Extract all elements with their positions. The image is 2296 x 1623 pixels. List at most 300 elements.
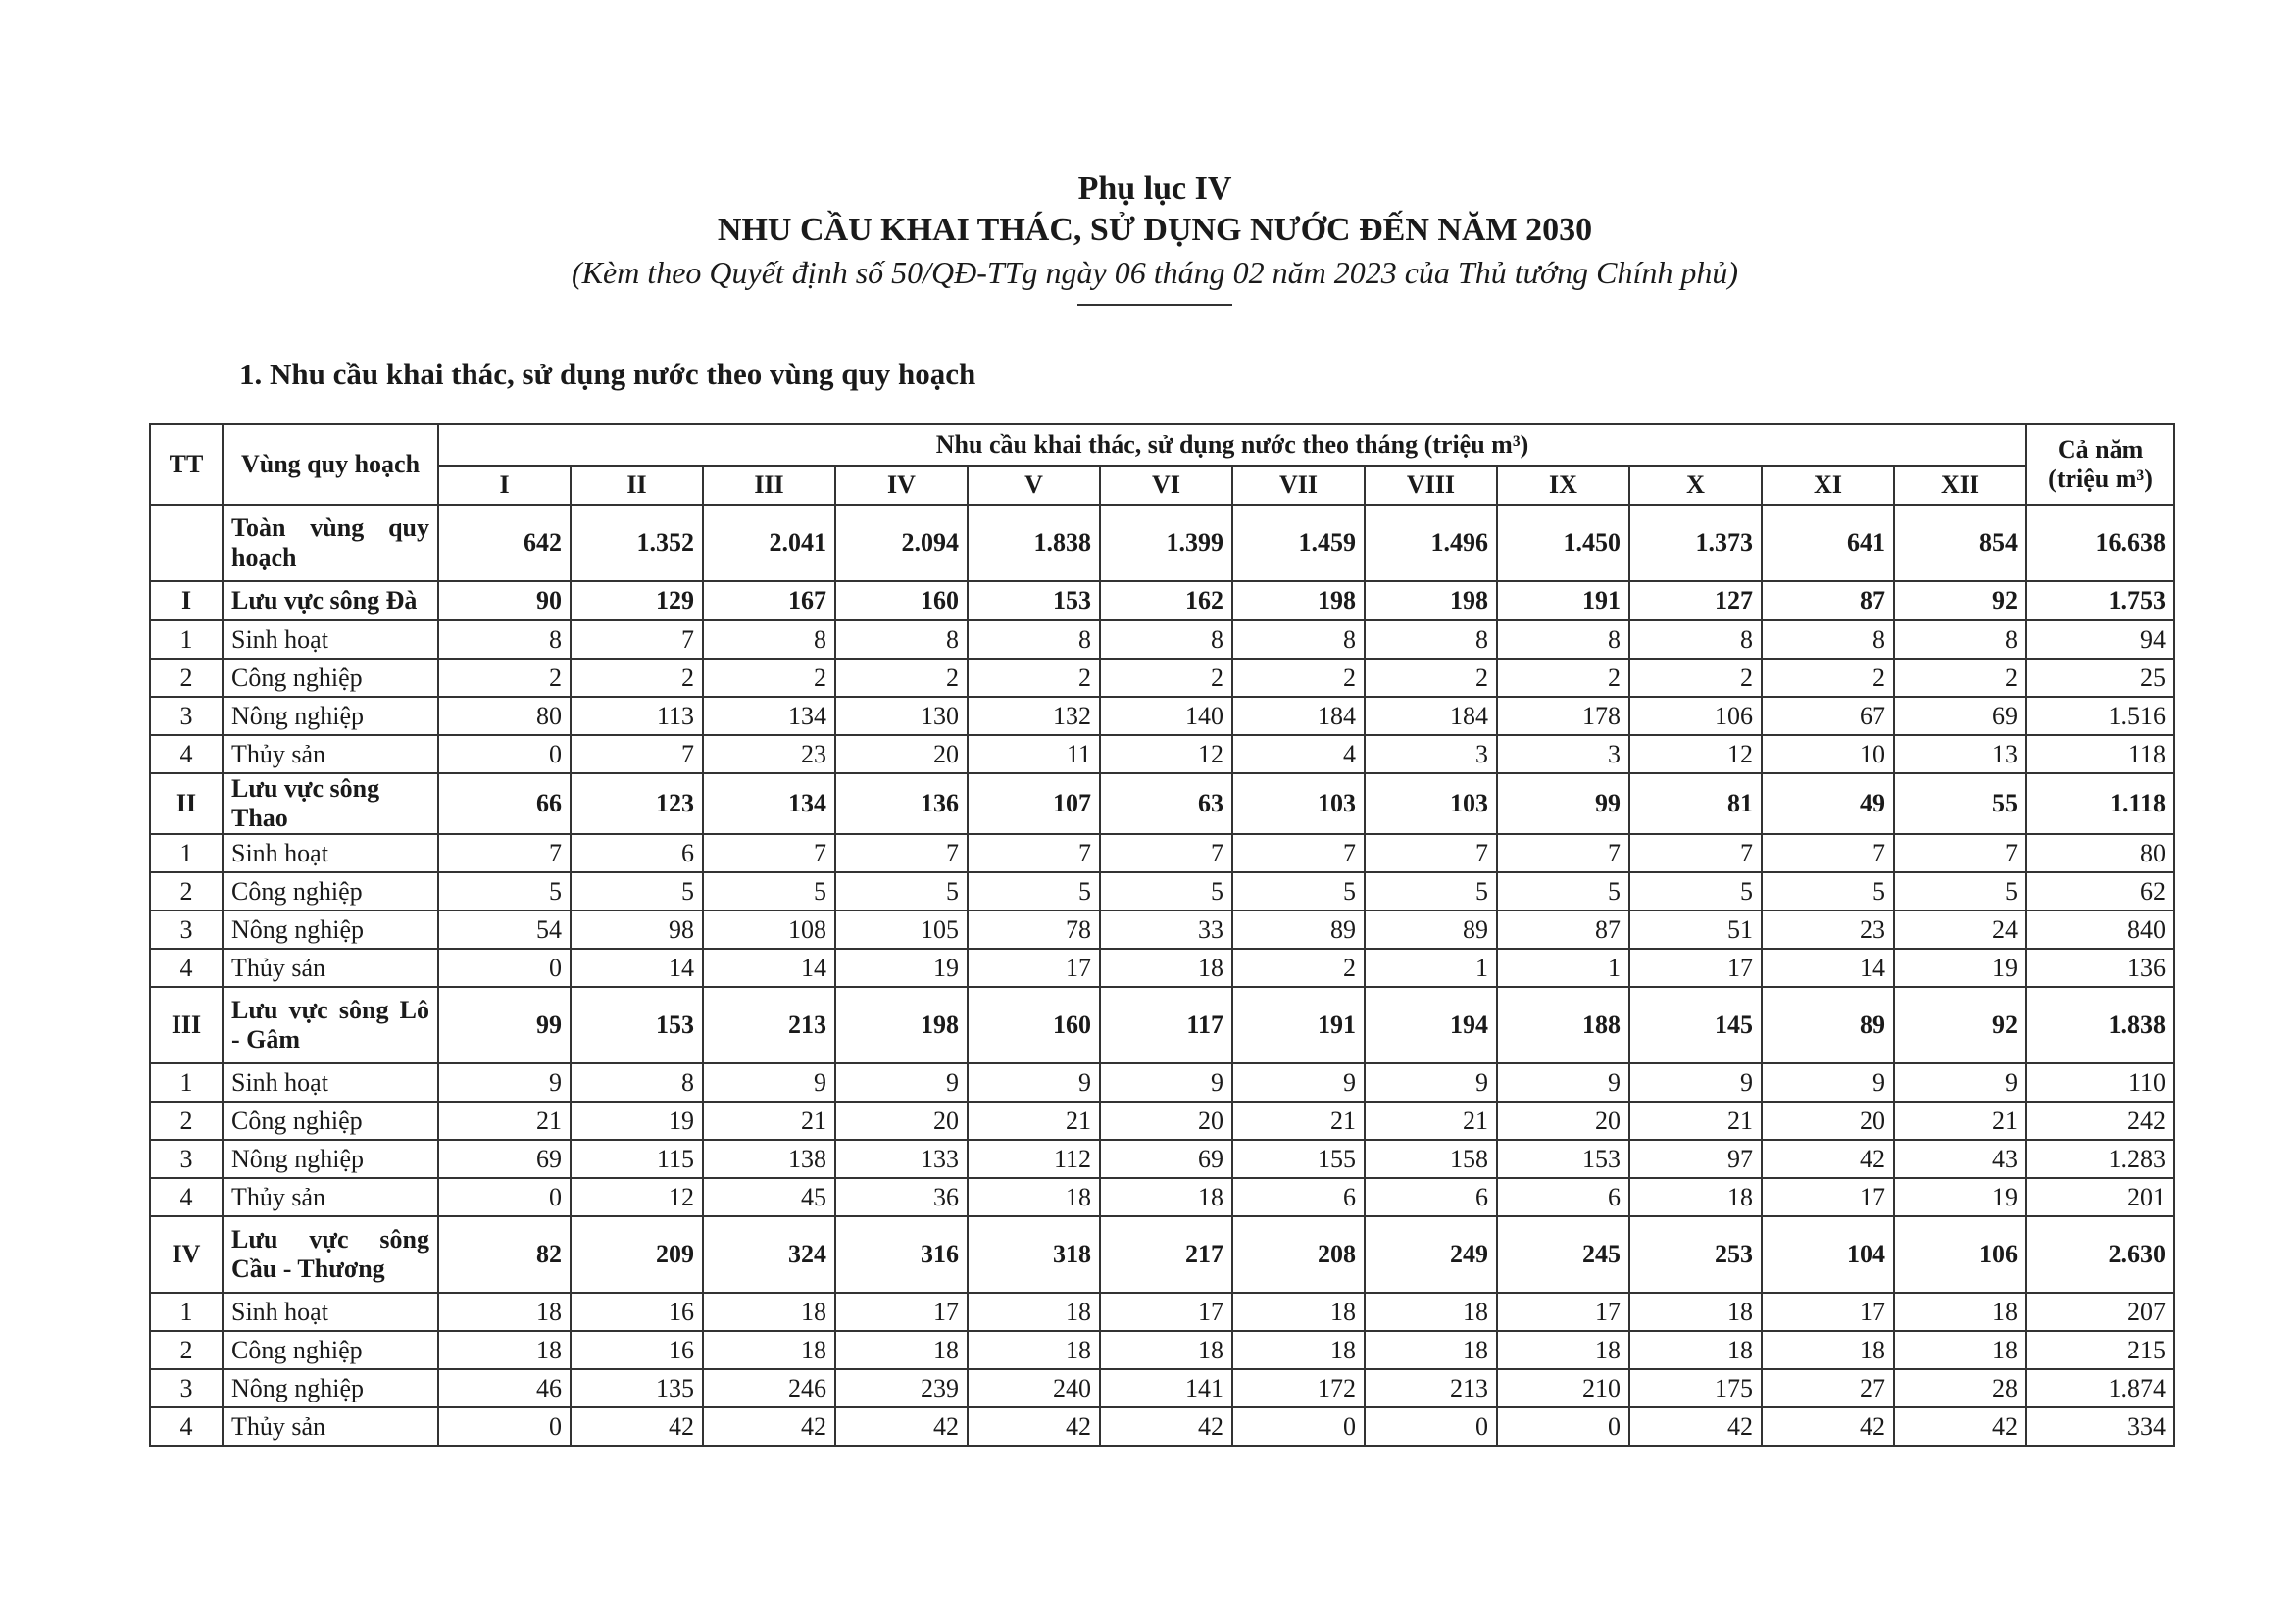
cell-month-value: 2.094 (835, 505, 968, 581)
cell-month-value: 117 (1100, 987, 1232, 1063)
table-row-sector (150, 659, 2174, 697)
cell-month-value: 5 (1365, 872, 1497, 910)
title-divider (1077, 304, 1232, 306)
cell-month-value: 17 (1629, 949, 1762, 987)
cell-year-total: 80 (2026, 834, 2174, 872)
cell-month-value: 17 (835, 1293, 968, 1331)
cell-year-total: 334 (2026, 1407, 2174, 1446)
cell-month-value: 188 (1497, 987, 1629, 1063)
cell-month-value: 2 (1365, 659, 1497, 697)
cell-month-value: 9 (1894, 1063, 2026, 1102)
table-row-sector (150, 1407, 2174, 1446)
cell-month-value: 5 (1497, 872, 1629, 910)
cell-month-value: 89 (1365, 910, 1497, 949)
cell-month-value: 5 (1894, 872, 2026, 910)
cell-month-value: 42 (1100, 1407, 1232, 1446)
header-month: XI (1762, 466, 1894, 505)
cell-month-value: 45 (703, 1178, 835, 1216)
cell-region-name: Nông nghiệp (223, 1369, 438, 1407)
cell-year-total: 242 (2026, 1102, 2174, 1140)
cell-month-value: 89 (1232, 910, 1365, 949)
cell-month-value: 99 (1497, 773, 1629, 834)
cell-tt: 4 (150, 949, 223, 987)
cell-tt: 4 (150, 1178, 223, 1216)
cell-month-value: 8 (1497, 620, 1629, 659)
cell-month-value: 92 (1894, 987, 2026, 1063)
cell-region-name: Công nghiệp (223, 659, 438, 697)
cell-month-value: 167 (703, 581, 835, 620)
cell-year-total: 118 (2026, 735, 2174, 773)
cell-month-value: 1 (1365, 949, 1497, 987)
cell-month-value: 2 (1762, 659, 1894, 697)
cell-month-value: 153 (571, 987, 703, 1063)
cell-month-value: 89 (1762, 987, 1894, 1063)
cell-month-value: 108 (703, 910, 835, 949)
cell-month-value: 6 (1365, 1178, 1497, 1216)
cell-month-value: 18 (1100, 1331, 1232, 1369)
cell-month-value: 134 (703, 697, 835, 735)
table-row-sector (150, 1331, 2174, 1369)
cell-month-value: 12 (1100, 735, 1232, 773)
cell-region-name: Toàn vùng quy hoạch (223, 505, 438, 581)
cell-month-value: 198 (1365, 581, 1497, 620)
cell-month-value: 36 (835, 1178, 968, 1216)
cell-month-value: 18 (1894, 1331, 2026, 1369)
cell-month-value: 90 (438, 581, 571, 620)
cell-month-value: 194 (1365, 987, 1497, 1063)
cell-region-name: Nông nghiệp (223, 1140, 438, 1178)
cell-month-value: 20 (835, 735, 968, 773)
cell-tt: 4 (150, 735, 223, 773)
cell-month-value: 19 (1894, 1178, 2026, 1216)
cell-month-value: 2 (968, 659, 1100, 697)
cell-month-value: 18 (1232, 1331, 1365, 1369)
cell-month-value: 12 (1629, 735, 1762, 773)
cell-month-value: 0 (438, 949, 571, 987)
header-month: VIII (1365, 466, 1497, 505)
cell-month-value: 81 (1629, 773, 1762, 834)
cell-month-value: 7 (1365, 834, 1497, 872)
cell-month-value: 8 (703, 620, 835, 659)
cell-month-value: 18 (1629, 1178, 1762, 1216)
cell-month-value: 20 (1762, 1102, 1894, 1140)
cell-tt: 3 (150, 1140, 223, 1178)
cell-month-value: 2 (835, 659, 968, 697)
cell-month-value: 98 (571, 910, 703, 949)
cell-month-value: 1.373 (1629, 505, 1762, 581)
cell-month-value: 67 (1762, 697, 1894, 735)
cell-month-value: 18 (1365, 1293, 1497, 1331)
cell-region-name: Lưu vực sông Thao (223, 773, 438, 834)
table-row-sector (150, 1293, 2174, 1331)
cell-month-value: 20 (1100, 1102, 1232, 1140)
cell-month-value: 641 (1762, 505, 1894, 581)
cell-month-value: 2 (1629, 659, 1762, 697)
cell-year-total: 215 (2026, 1331, 2174, 1369)
cell-month-value: 92 (1894, 581, 2026, 620)
cell-month-value: 105 (835, 910, 968, 949)
cell-month-value: 2 (1232, 659, 1365, 697)
cell-month-value: 8 (1894, 620, 2026, 659)
cell-month-value: 99 (438, 987, 571, 1063)
cell-month-value: 9 (1762, 1063, 1894, 1102)
cell-month-value: 191 (1497, 581, 1629, 620)
header-month: IV (835, 466, 968, 505)
cell-month-value: 6 (571, 834, 703, 872)
cell-month-value: 1 (1497, 949, 1629, 987)
cell-month-value: 18 (1629, 1331, 1762, 1369)
cell-month-value: 1.838 (968, 505, 1100, 581)
header-month: I (438, 466, 571, 505)
cell-month-value: 5 (1629, 872, 1762, 910)
cell-month-value: 19 (571, 1102, 703, 1140)
cell-month-value: 42 (571, 1407, 703, 1446)
cell-month-value: 178 (1497, 697, 1629, 735)
cell-month-value: 5 (1100, 872, 1232, 910)
section-title: 1. Nhu cầu khai thác, sử dụng nước theo vùng quy hoạch (239, 357, 976, 391)
cell-region-name: Nông nghiệp (223, 697, 438, 735)
cell-month-value: 21 (1629, 1102, 1762, 1140)
header-monthly-group: Nhu cầu khai thác, sử dụng nước theo tháng (triệu m³) (438, 424, 2026, 466)
cell-month-value: 2.041 (703, 505, 835, 581)
cell-month-value: 136 (835, 773, 968, 834)
cell-month-value: 130 (835, 697, 968, 735)
cell-region-name: Thủy sản (223, 949, 438, 987)
cell-month-value: 213 (1365, 1369, 1497, 1407)
cell-month-value: 17 (1100, 1293, 1232, 1331)
cell-month-value: 87 (1762, 581, 1894, 620)
cell-month-value: 9 (1232, 1063, 1365, 1102)
cell-month-value: 2 (1100, 659, 1232, 697)
cell-month-value: 2 (1232, 949, 1365, 987)
cell-month-value: 107 (968, 773, 1100, 834)
cell-tt: 2 (150, 872, 223, 910)
cell-month-value: 9 (1365, 1063, 1497, 1102)
cell-month-value: 18 (1232, 1293, 1365, 1331)
header-month: II (571, 466, 703, 505)
cell-month-value: 18 (703, 1331, 835, 1369)
cell-tt: 3 (150, 697, 223, 735)
cell-month-value: 7 (1497, 834, 1629, 872)
cell-month-value: 87 (1497, 910, 1629, 949)
cell-month-value: 1.352 (571, 505, 703, 581)
cell-month-value: 2 (1894, 659, 2026, 697)
cell-region-name: Công nghiệp (223, 872, 438, 910)
cell-month-value: 5 (703, 872, 835, 910)
cell-tt: 3 (150, 1369, 223, 1407)
cell-month-value: 3 (1497, 735, 1629, 773)
cell-month-value: 63 (1100, 773, 1232, 834)
cell-month-value: 175 (1629, 1369, 1762, 1407)
cell-month-value: 7 (703, 834, 835, 872)
cell-year-total: 2.630 (2026, 1216, 2174, 1293)
cell-month-value: 42 (1894, 1407, 2026, 1446)
cell-month-value: 18 (968, 1331, 1100, 1369)
cell-month-value: 103 (1232, 773, 1365, 834)
cell-month-value: 20 (1497, 1102, 1629, 1140)
cell-month-value: 18 (1365, 1331, 1497, 1369)
cell-tt (150, 505, 223, 581)
header-tt: TT (150, 424, 223, 505)
table-row-sector (150, 910, 2174, 949)
cell-month-value: 112 (968, 1140, 1100, 1178)
cell-month-value: 33 (1100, 910, 1232, 949)
cell-month-value: 14 (1762, 949, 1894, 987)
cell-month-value: 1.459 (1232, 505, 1365, 581)
cell-region-name: Sinh hoạt (223, 1063, 438, 1102)
cell-month-value: 5 (1232, 872, 1365, 910)
document-title: NHU CẦU KHAI THÁC, SỬ DỤNG NƯỚC ĐẾN NĂM 2030 (717, 212, 1593, 248)
cell-month-value: 12 (571, 1178, 703, 1216)
cell-month-value: 245 (1497, 1216, 1629, 1293)
cell-month-value: 69 (1100, 1140, 1232, 1178)
cell-month-value: 184 (1365, 697, 1497, 735)
cell-month-value: 18 (968, 1178, 1100, 1216)
document-subtitle: (Kèm theo Quyết định số 50/QĐ-TTg ngày 06 tháng 02 năm 2023 của Thủ tướng Chính phủ) (571, 255, 1739, 290)
cell-month-value: 129 (571, 581, 703, 620)
cell-month-value: 20 (835, 1102, 968, 1140)
cell-month-value: 21 (1232, 1102, 1365, 1140)
table-row-sector (150, 1178, 2174, 1216)
cell-tt: 4 (150, 1407, 223, 1446)
cell-tt: 3 (150, 910, 223, 949)
cell-region-name: Thủy sản (223, 1407, 438, 1446)
cell-month-value: 8 (968, 620, 1100, 659)
table-row-sector (150, 1102, 2174, 1140)
cell-month-value: 133 (835, 1140, 968, 1178)
cell-region-name: Công nghiệp (223, 1331, 438, 1369)
cell-month-value: 8 (438, 620, 571, 659)
cell-year-total: 1.874 (2026, 1369, 2174, 1407)
cell-month-value: 7 (571, 735, 703, 773)
cell-month-value: 7 (571, 620, 703, 659)
cell-region-name: Thủy sản (223, 735, 438, 773)
cell-month-value: 18 (1100, 949, 1232, 987)
cell-month-value: 7 (968, 834, 1100, 872)
water-demand-table (149, 423, 2175, 1447)
cell-month-value: 160 (835, 581, 968, 620)
cell-tt: 1 (150, 620, 223, 659)
cell-month-value: 21 (968, 1102, 1100, 1140)
cell-year-total: 110 (2026, 1063, 2174, 1102)
cell-month-value: 9 (1497, 1063, 1629, 1102)
cell-month-value: 8 (1629, 620, 1762, 659)
cell-month-value: 132 (968, 697, 1100, 735)
cell-month-value: 42 (1762, 1407, 1894, 1446)
header-year: Cả năm (triệu m³) (2026, 424, 2174, 505)
table-body (150, 505, 2174, 1446)
cell-month-value: 8 (1762, 620, 1894, 659)
table-row-sector (150, 949, 2174, 987)
table-row-region (150, 987, 2174, 1063)
cell-month-value: 17 (1497, 1293, 1629, 1331)
cell-month-value: 18 (703, 1293, 835, 1331)
cell-month-value: 127 (1629, 581, 1762, 620)
cell-month-value: 4 (1232, 735, 1365, 773)
cell-month-value: 106 (1629, 697, 1762, 735)
cell-year-total: 207 (2026, 1293, 2174, 1331)
cell-tt: 2 (150, 1102, 223, 1140)
cell-region-name: Nông nghiệp (223, 910, 438, 949)
header-month: XII (1894, 466, 2026, 505)
cell-month-value: 209 (571, 1216, 703, 1293)
cell-month-value: 24 (1894, 910, 2026, 949)
cell-month-value: 134 (703, 773, 835, 834)
cell-month-value: 51 (1629, 910, 1762, 949)
cell-month-value: 46 (438, 1369, 571, 1407)
cell-month-value: 213 (703, 987, 835, 1063)
cell-month-value: 9 (1629, 1063, 1762, 1102)
cell-tt: 2 (150, 659, 223, 697)
cell-month-value: 28 (1894, 1369, 2026, 1407)
cell-month-value: 6 (1232, 1178, 1365, 1216)
cell-region-name: Lưu vực sông Lô - Gâm (223, 987, 438, 1063)
appendix-title: Phụ lục IV (1077, 171, 1232, 207)
cell-month-value: 78 (968, 910, 1100, 949)
cell-month-value: 239 (835, 1369, 968, 1407)
cell-month-value: 113 (571, 697, 703, 735)
cell-month-value: 17 (1762, 1178, 1894, 1216)
cell-month-value: 11 (968, 735, 1100, 773)
cell-month-value: 324 (703, 1216, 835, 1293)
cell-month-value: 9 (968, 1063, 1100, 1102)
cell-month-value: 55 (1894, 773, 2026, 834)
table-row-region (150, 505, 2174, 581)
cell-month-value: 69 (1894, 697, 2026, 735)
cell-month-value: 19 (835, 949, 968, 987)
cell-region-name: Lưu vực sông Cầu - Thương (223, 1216, 438, 1293)
cell-month-value: 16 (571, 1331, 703, 1369)
cell-year-total: 25 (2026, 659, 2174, 697)
cell-month-value: 14 (571, 949, 703, 987)
cell-month-value: 642 (438, 505, 571, 581)
cell-month-value: 18 (835, 1331, 968, 1369)
cell-month-value: 13 (1894, 735, 2026, 773)
document-header (0, 169, 2296, 306)
cell-month-value: 16 (571, 1293, 703, 1331)
cell-month-value: 153 (968, 581, 1100, 620)
cell-month-value: 5 (835, 872, 968, 910)
cell-month-value: 2 (1497, 659, 1629, 697)
cell-month-value: 18 (438, 1293, 571, 1331)
cell-month-value: 97 (1629, 1140, 1762, 1178)
cell-month-value: 0 (438, 735, 571, 773)
cell-month-value: 104 (1762, 1216, 1894, 1293)
cell-year-total: 16.638 (2026, 505, 2174, 581)
cell-month-value: 0 (438, 1178, 571, 1216)
cell-month-value: 6 (1497, 1178, 1629, 1216)
cell-month-value: 42 (1762, 1140, 1894, 1178)
cell-year-total: 136 (2026, 949, 2174, 987)
cell-year-total: 1.753 (2026, 581, 2174, 620)
cell-region-name: Công nghiệp (223, 1102, 438, 1140)
cell-month-value: 5 (571, 872, 703, 910)
table-row-sector (150, 620, 2174, 659)
cell-month-value: 253 (1629, 1216, 1762, 1293)
cell-month-value: 18 (1894, 1293, 2026, 1331)
cell-month-value: 2 (703, 659, 835, 697)
header-month: VII (1232, 466, 1365, 505)
cell-month-value: 115 (571, 1140, 703, 1178)
cell-month-value: 18 (438, 1331, 571, 1369)
cell-month-value: 106 (1894, 1216, 2026, 1293)
cell-month-value: 42 (703, 1407, 835, 1446)
cell-month-value: 9 (835, 1063, 968, 1102)
cell-month-value: 0 (1497, 1407, 1629, 1446)
header-month: IX (1497, 466, 1629, 505)
cell-month-value: 1.399 (1100, 505, 1232, 581)
cell-tt: IV (150, 1216, 223, 1293)
cell-tt: 1 (150, 1293, 223, 1331)
cell-month-value: 103 (1365, 773, 1497, 834)
cell-month-value: 1.496 (1365, 505, 1497, 581)
cell-month-value: 8 (571, 1063, 703, 1102)
cell-month-value: 7 (1232, 834, 1365, 872)
cell-month-value: 18 (1497, 1331, 1629, 1369)
cell-month-value: 123 (571, 773, 703, 834)
cell-month-value: 7 (1100, 834, 1232, 872)
cell-month-value: 162 (1100, 581, 1232, 620)
table-row-sector (150, 697, 2174, 735)
cell-month-value: 246 (703, 1369, 835, 1407)
cell-month-value: 0 (1365, 1407, 1497, 1446)
cell-month-value: 172 (1232, 1369, 1365, 1407)
cell-year-total: 94 (2026, 620, 2174, 659)
cell-month-value: 7 (1629, 834, 1762, 872)
table-row-sector (150, 872, 2174, 910)
cell-month-value: 198 (1232, 581, 1365, 620)
cell-tt: II (150, 773, 223, 834)
cell-month-value: 8 (1365, 620, 1497, 659)
header-month: VI (1100, 466, 1232, 505)
cell-month-value: 2 (571, 659, 703, 697)
cell-month-value: 82 (438, 1216, 571, 1293)
table-row-region (150, 581, 2174, 620)
cell-month-value: 138 (703, 1140, 835, 1178)
cell-month-value: 42 (835, 1407, 968, 1446)
cell-month-value: 208 (1232, 1216, 1365, 1293)
cell-month-value: 10 (1762, 735, 1894, 773)
cell-month-value: 21 (703, 1102, 835, 1140)
cell-month-value: 2 (438, 659, 571, 697)
cell-month-value: 42 (968, 1407, 1100, 1446)
cell-year-total: 840 (2026, 910, 2174, 949)
cell-month-value: 18 (968, 1293, 1100, 1331)
cell-month-value: 184 (1232, 697, 1365, 735)
cell-month-value: 8 (835, 620, 968, 659)
cell-month-value: 17 (968, 949, 1100, 987)
cell-month-value: 0 (438, 1407, 571, 1446)
cell-month-value: 43 (1894, 1140, 2026, 1178)
table-row-region (150, 1216, 2174, 1293)
table-row-sector (150, 1063, 2174, 1102)
header-region: Vùng quy hoạch (223, 424, 438, 505)
cell-tt: 1 (150, 1063, 223, 1102)
cell-month-value: 135 (571, 1369, 703, 1407)
cell-month-value: 198 (835, 987, 968, 1063)
cell-month-value: 0 (1232, 1407, 1365, 1446)
cell-tt: 1 (150, 834, 223, 872)
cell-month-value: 18 (1629, 1293, 1762, 1331)
cell-month-value: 249 (1365, 1216, 1497, 1293)
header-month: V (968, 466, 1100, 505)
cell-month-value: 9 (703, 1063, 835, 1102)
cell-region-name: Lưu vực sông Đà (223, 581, 438, 620)
cell-month-value: 140 (1100, 697, 1232, 735)
cell-region-name: Sinh hoạt (223, 834, 438, 872)
cell-month-value: 318 (968, 1216, 1100, 1293)
table-row-sector (150, 735, 2174, 773)
